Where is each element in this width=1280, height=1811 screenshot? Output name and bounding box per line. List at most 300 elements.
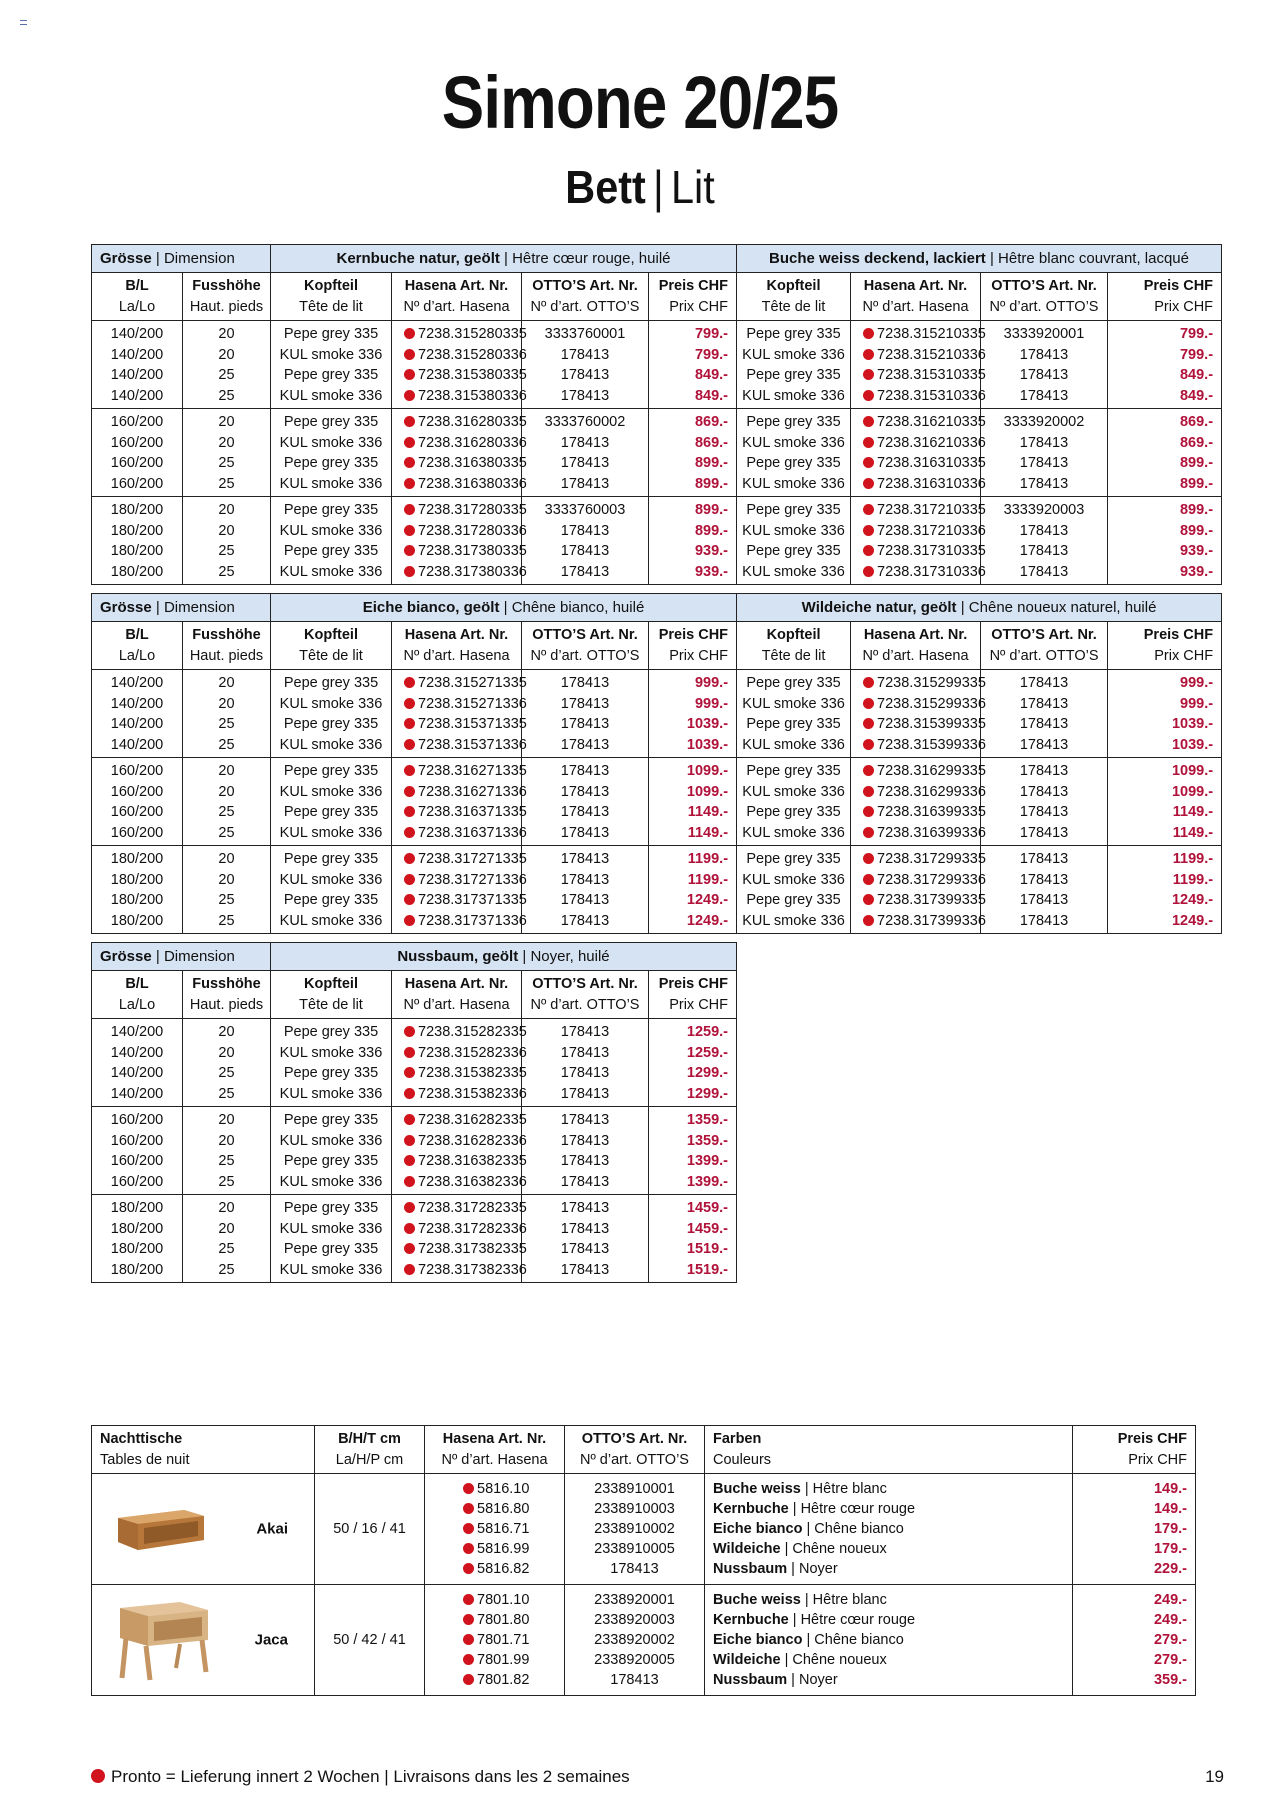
hasena-art-cell: 7238.315371336 <box>392 735 522 758</box>
col-header-bl: B/L La/Lo <box>92 971 183 1019</box>
size-cell: 160/200 <box>92 782 183 803</box>
hasena-art-cell: 7238.315310336 <box>851 386 981 409</box>
ottos-art-cell: 178413 <box>522 345 649 366</box>
foot-height-cell: 20 <box>183 846 271 870</box>
table-row <box>92 758 1222 782</box>
table-row <box>92 1063 737 1084</box>
foot-height-cell: 25 <box>183 562 271 585</box>
col-header-hasena: Hasena Art. Nr. Nº d’art. Hasena <box>392 971 522 1019</box>
size-cell: 160/200 <box>92 1151 183 1172</box>
headboard-cell: Pepe grey 335 <box>737 802 851 823</box>
foot-height-cell: 20 <box>183 1107 271 1131</box>
list-item: 5816.71 <box>463 1519 564 1539</box>
hasena-art-cell: 7238.317382335 <box>392 1239 522 1260</box>
nightstand-hasena-cell <box>425 1585 565 1696</box>
col-header-bl: B/L La/Lo <box>92 622 183 670</box>
foot-height-cell: 25 <box>183 453 271 474</box>
hasena-art-cell: 7238.317280335 <box>392 497 522 521</box>
pronto-dot-icon <box>863 739 874 750</box>
foot-height-cell: 20 <box>183 433 271 454</box>
hasena-art-cell: 7238.315382335 <box>392 1063 522 1084</box>
ottos-art-cell: 178413 <box>522 1219 649 1240</box>
pronto-legend: Pronto = Lieferung innert 2 Wochen | Livraisons dans les 2 semaines <box>91 1767 630 1787</box>
table-row <box>92 345 1222 366</box>
size-cell: 180/200 <box>92 1239 183 1260</box>
hasena-art-cell: 7238.315399335 <box>851 714 981 735</box>
size-cell: 160/200 <box>92 758 183 782</box>
table-row <box>92 890 1222 911</box>
headboard-cell: Pepe grey 335 <box>271 365 392 386</box>
table-row <box>92 823 1222 846</box>
headboard-cell: Pepe grey 335 <box>737 714 851 735</box>
ottos-art-cell: 178413 <box>981 758 1108 782</box>
nightstand-dim: 50 / 16 / 41 <box>315 1474 425 1585</box>
pronto-dot-icon <box>404 874 415 885</box>
pronto-dot-icon <box>863 504 874 515</box>
ottos-art-cell: 178413 <box>522 694 649 715</box>
price-cell: 849.- <box>1108 365 1222 386</box>
price-cell: 1149.- <box>1108 823 1222 846</box>
size-cell: 160/200 <box>92 453 183 474</box>
page-number: 19 <box>1205 1767 1224 1786</box>
col-header-price: Preis CHF Prix CHF <box>649 273 737 321</box>
ottos-art-cell: 178413 <box>522 758 649 782</box>
pronto-dot-icon <box>463 1543 474 1554</box>
price-cell: 939.- <box>1108 541 1222 562</box>
size-cell: 180/200 <box>92 911 183 934</box>
foot-height-cell: 25 <box>183 541 271 562</box>
size-cell: 140/200 <box>92 1043 183 1064</box>
pronto-dot-icon <box>863 566 874 577</box>
price-cell: 869.- <box>649 433 737 454</box>
size-cell: 160/200 <box>92 1172 183 1195</box>
pronto-dot-icon <box>863 894 874 905</box>
hasena-art-cell: 7238.316380336 <box>392 474 522 497</box>
ottos-art-cell: 178413 <box>981 823 1108 846</box>
headboard-cell: KUL smoke 336 <box>271 345 392 366</box>
pronto-dot-icon <box>463 1634 474 1645</box>
hasena-art-cell: 7238.317380335 <box>392 541 522 562</box>
ottos-art-cell: 178413 <box>522 1260 649 1283</box>
pronto-dot-icon <box>463 1563 474 1574</box>
pronto-dot-icon <box>863 545 874 556</box>
ottos-art-cell: 3333760003 <box>522 497 649 521</box>
size-cell: 140/200 <box>92 1019 183 1043</box>
size-cell: 140/200 <box>92 365 183 386</box>
col-header-ottos: OTTO’S Art. Nr. Nº d’art. OTTO’S <box>522 273 649 321</box>
size-cell: 160/200 <box>92 409 183 433</box>
col-header-price: Preis CHF Prix CHF <box>1108 622 1222 670</box>
bed-table-3 <box>91 942 737 1283</box>
list-item: 2338910001 <box>594 1481 675 1497</box>
ottos-art-cell: 178413 <box>522 890 649 911</box>
hasena-art-cell: 7238.316399335 <box>851 802 981 823</box>
pronto-dot-icon <box>404 739 415 750</box>
pronto-dot-icon <box>404 1047 415 1058</box>
price-cell: 799.- <box>1108 321 1222 345</box>
col-header-head: Kopfteil Tête de lit <box>271 273 392 321</box>
list-item: Kernbuche | Hêtre cœur rouge <box>713 1612 916 1628</box>
ottos-art-cell: 178413 <box>522 1239 649 1260</box>
pronto-dot-icon <box>463 1503 474 1514</box>
pronto-dot-icon <box>463 1614 474 1625</box>
nightstand-table <box>91 1425 1196 1696</box>
headboard-cell: KUL smoke 336 <box>737 782 851 803</box>
table-row <box>92 453 1222 474</box>
hasena-art-cell: 7238.315399336 <box>851 735 981 758</box>
pronto-dot-icon <box>404 894 415 905</box>
list-item: Buche weiss | Hêtre blanc <box>713 1592 887 1608</box>
ottos-art-cell: 178413 <box>522 562 649 585</box>
pronto-dot-icon <box>404 1114 415 1125</box>
pronto-dot-icon <box>404 698 415 709</box>
col-header-ottos: OTTO’S Art. Nr. Nº d’art. OTTO’S <box>522 971 649 1019</box>
nightstand-name: Akai <box>256 1520 288 1538</box>
bed-table-1 <box>91 244 1222 585</box>
pronto-dot-icon <box>404 1264 415 1275</box>
nt-header-colors: Farben Couleurs <box>705 1426 1073 1474</box>
price-cell: 799.- <box>649 345 737 366</box>
list-item: Kernbuche | Hêtre cœur rouge <box>713 1501 916 1517</box>
headboard-cell: Pepe grey 335 <box>271 1195 392 1219</box>
list-item: 7801.10 <box>463 1590 564 1610</box>
price-cell: 1199.- <box>1108 846 1222 870</box>
price-cell: 869.- <box>1108 433 1222 454</box>
ottos-art-cell: 178413 <box>522 1195 649 1219</box>
headboard-cell: Pepe grey 335 <box>737 890 851 911</box>
headboard-cell: Pepe grey 335 <box>737 758 851 782</box>
table-row <box>92 497 1222 521</box>
headboard-cell: KUL smoke 336 <box>737 345 851 366</box>
list-item: 2338910003 <box>594 1501 675 1517</box>
price-cell: 1039.- <box>1108 735 1222 758</box>
pronto-dot-icon <box>863 853 874 864</box>
pronto-dot-icon <box>404 1202 415 1213</box>
col-header-head: Kopfteil Tête de lit <box>737 273 851 321</box>
price-cell: 1259.- <box>649 1043 737 1064</box>
size-cell: 140/200 <box>92 386 183 409</box>
hasena-art-cell: 7238.315210336 <box>851 345 981 366</box>
table-row <box>92 541 1222 562</box>
price-cell: 849.- <box>1108 386 1222 409</box>
price-cell: 1459.- <box>649 1195 737 1219</box>
size-cell: 180/200 <box>92 890 183 911</box>
table-row <box>92 782 1222 803</box>
price-item: 359.- <box>1153 1672 1187 1688</box>
hasena-art-cell: 7238.317299335 <box>851 846 981 870</box>
foot-height-cell: 25 <box>183 1084 271 1107</box>
foot-height-cell: 25 <box>183 365 271 386</box>
headboard-cell: Pepe grey 335 <box>271 846 392 870</box>
ottos-art-cell: 178413 <box>981 365 1108 386</box>
headboard-cell: KUL smoke 336 <box>271 386 392 409</box>
col-header-bl: B/L La/Lo <box>92 273 183 321</box>
price-item: 279.- <box>1153 1632 1187 1648</box>
headboard-cell: KUL smoke 336 <box>737 911 851 934</box>
pronto-dot-icon <box>404 677 415 688</box>
hasena-art-cell: 7238.315282336 <box>392 1043 522 1064</box>
table-row <box>92 474 1222 497</box>
headboard-cell: Pepe grey 335 <box>271 890 392 911</box>
hasena-art-cell: 7238.316382336 <box>392 1172 522 1195</box>
hasena-art-cell: 7238.316310335 <box>851 453 981 474</box>
headboard-cell: KUL smoke 336 <box>737 694 851 715</box>
price-cell: 1519.- <box>649 1239 737 1260</box>
headboard-cell: KUL smoke 336 <box>271 1131 392 1152</box>
ottos-art-cell: 178413 <box>981 474 1108 497</box>
list-item: Buche weiss | Hêtre blanc <box>713 1481 887 1497</box>
price-cell: 799.- <box>1108 345 1222 366</box>
pronto-dot-icon <box>91 1769 105 1783</box>
nightstand-row <box>92 1585 1196 1696</box>
foot-height-cell: 25 <box>183 386 271 409</box>
headboard-cell: KUL smoke 336 <box>271 911 392 934</box>
pronto-dot-icon <box>404 457 415 468</box>
foot-height-cell: 25 <box>183 890 271 911</box>
hasena-art-cell: 7238.316310336 <box>851 474 981 497</box>
headboard-cell: Pepe grey 335 <box>271 1063 392 1084</box>
pronto-dot-icon <box>863 915 874 926</box>
headboard-cell: KUL smoke 336 <box>271 433 392 454</box>
ottos-art-cell: 178413 <box>522 911 649 934</box>
headboard-cell: KUL smoke 336 <box>271 823 392 846</box>
list-item: 7801.71 <box>463 1630 564 1650</box>
col-header-hasena: Hasena Art. Nr. Nº d’art. Hasena <box>392 622 522 670</box>
col-header-foot: Fusshöhe Haut. pieds <box>183 971 271 1019</box>
ottos-art-cell: 178413 <box>522 365 649 386</box>
nightstand-colors-cell <box>705 1585 1073 1696</box>
pronto-dot-icon <box>404 1135 415 1146</box>
hasena-art-cell: 7238.316280336 <box>392 433 522 454</box>
headboard-cell: KUL smoke 336 <box>737 870 851 891</box>
pronto-dot-icon <box>863 806 874 817</box>
list-item: 5816.80 <box>463 1499 564 1519</box>
headboard-cell: KUL smoke 336 <box>271 562 392 585</box>
foot-height-cell: 20 <box>183 345 271 366</box>
ottos-art-cell: 178413 <box>981 870 1108 891</box>
headboard-cell: Pepe grey 335 <box>271 1151 392 1172</box>
hasena-art-cell: 7238.317271336 <box>392 870 522 891</box>
headboard-cell: KUL smoke 336 <box>271 1084 392 1107</box>
headboard-cell: KUL smoke 336 <box>737 521 851 542</box>
foot-height-cell: 25 <box>183 714 271 735</box>
nightstand-name-cell <box>92 1474 315 1585</box>
price-cell: 939.- <box>1108 562 1222 585</box>
price-cell: 899.- <box>649 521 737 542</box>
page-subtitle: Bett | Lit <box>565 161 715 213</box>
pronto-dot-icon <box>463 1483 474 1494</box>
ottos-art-cell: 3333920001 <box>981 321 1108 345</box>
headboard-cell: Pepe grey 335 <box>271 802 392 823</box>
table-row <box>92 321 1222 345</box>
nightstand-hasena-cell <box>425 1474 565 1585</box>
price-cell: 1459.- <box>649 1219 737 1240</box>
nt-header-hasena: Hasena Art. Nr. Nº d’art. Hasena <box>425 1426 565 1474</box>
table-row <box>92 1107 737 1131</box>
hasena-art-cell: 7238.315380335 <box>392 365 522 386</box>
col-header-price: Preis CHF Prix CHF <box>649 622 737 670</box>
headboard-cell: Pepe grey 335 <box>737 453 851 474</box>
foot-height-cell: 25 <box>183 735 271 758</box>
table-row <box>92 870 1222 891</box>
size-cell: 160/200 <box>92 823 183 846</box>
table-row <box>92 386 1222 409</box>
hasena-art-cell: 7238.317210335 <box>851 497 981 521</box>
size-cell: 180/200 <box>92 521 183 542</box>
price-item: 229.- <box>1153 1561 1187 1577</box>
ottos-art-cell: 178413 <box>522 1019 649 1043</box>
size-cell: 140/200 <box>92 345 183 366</box>
price-cell: 1249.- <box>1108 911 1222 934</box>
headboard-cell: Pepe grey 335 <box>737 321 851 345</box>
foot-height-cell: 25 <box>183 1063 271 1084</box>
pronto-dot-icon <box>404 1176 415 1187</box>
pronto-dot-icon <box>404 566 415 577</box>
price-cell: 1359.- <box>649 1107 737 1131</box>
headboard-cell: KUL smoke 336 <box>737 823 851 846</box>
table-row <box>92 1019 737 1043</box>
col-header-foot: Fusshöhe Haut. pieds <box>183 622 271 670</box>
price-cell: 1259.- <box>649 1019 737 1043</box>
ottos-art-cell: 178413 <box>981 433 1108 454</box>
ottos-art-cell: 178413 <box>981 846 1108 870</box>
size-cell: 140/200 <box>92 321 183 345</box>
headboard-cell: KUL smoke 336 <box>737 562 851 585</box>
pronto-dot-icon <box>863 437 874 448</box>
foot-height-cell: 25 <box>183 823 271 846</box>
price-cell: 1359.- <box>649 1131 737 1152</box>
price-cell: 1199.- <box>649 846 737 870</box>
table-row <box>92 1195 737 1219</box>
size-cell: 160/200 <box>92 1131 183 1152</box>
pronto-dot-icon <box>404 478 415 489</box>
pronto-dot-icon <box>863 416 874 427</box>
size-cell: 180/200 <box>92 562 183 585</box>
size-cell: 140/200 <box>92 1063 183 1084</box>
hasena-art-cell: 7238.316299335 <box>851 758 981 782</box>
foot-height-cell: 20 <box>183 1019 271 1043</box>
hasena-art-cell: 7238.317399335 <box>851 890 981 911</box>
list-item: 7801.99 <box>463 1650 564 1670</box>
price-cell: 1199.- <box>649 870 737 891</box>
list-item: Wildeiche | Chêne noueux <box>713 1652 887 1668</box>
list-item: 5816.99 <box>463 1539 564 1559</box>
price-cell: 999.- <box>649 694 737 715</box>
ottos-art-cell: 178413 <box>522 1084 649 1107</box>
hasena-art-cell: 7238.316271335 <box>392 758 522 782</box>
ottos-art-cell: 178413 <box>981 782 1108 803</box>
hasena-art-cell: 7238.317310336 <box>851 562 981 585</box>
price-cell: 1299.- <box>649 1063 737 1084</box>
ottos-art-cell: 178413 <box>981 735 1108 758</box>
table-row <box>92 1260 737 1283</box>
headboard-cell: KUL smoke 336 <box>271 870 392 891</box>
foot-height-cell: 25 <box>183 474 271 497</box>
price-cell: 899.- <box>1108 453 1222 474</box>
pronto-dot-icon <box>463 1523 474 1534</box>
price-cell: 1249.- <box>649 890 737 911</box>
nt-header-dim: B/H/T cm La/H/P cm <box>315 1426 425 1474</box>
headboard-cell: Pepe grey 335 <box>737 497 851 521</box>
hasena-art-cell: 7238.316371336 <box>392 823 522 846</box>
ottos-art-cell: 178413 <box>981 802 1108 823</box>
table-row <box>92 1219 737 1240</box>
price-cell: 799.- <box>649 321 737 345</box>
price-cell: 849.- <box>649 365 737 386</box>
table-row <box>92 1043 737 1064</box>
headboard-cell: KUL smoke 336 <box>737 474 851 497</box>
ottos-art-cell: 178413 <box>522 802 649 823</box>
size-cell: 180/200 <box>92 497 183 521</box>
list-item: 7801.80 <box>463 1610 564 1630</box>
foot-height-cell: 25 <box>183 802 271 823</box>
ottos-art-cell: 178413 <box>981 345 1108 366</box>
headboard-cell: KUL smoke 336 <box>271 521 392 542</box>
hasena-art-cell: 7238.317210336 <box>851 521 981 542</box>
ottos-art-cell: 178413 <box>522 782 649 803</box>
pronto-dot-icon <box>404 1067 415 1078</box>
jaca-nightstand-icon <box>114 1598 214 1682</box>
price-cell: 899.- <box>1108 474 1222 497</box>
headboard-cell: KUL smoke 336 <box>271 1219 392 1240</box>
ottos-art-cell: 178413 <box>522 670 649 694</box>
headboard-cell: Pepe grey 335 <box>271 409 392 433</box>
size-cell: 180/200 <box>92 870 183 891</box>
pronto-dot-icon <box>404 545 415 556</box>
table-row <box>92 562 1222 585</box>
size-cell: 140/200 <box>92 714 183 735</box>
pronto-dot-icon <box>863 874 874 885</box>
pronto-dot-icon <box>404 718 415 729</box>
price-cell: 869.- <box>1108 409 1222 433</box>
price-cell: 1039.- <box>649 714 737 735</box>
col-header-hasena: Hasena Art. Nr. Nº d’art. Hasena <box>392 273 522 321</box>
nt-header-ottos: OTTO’S Art. Nr. Nº d’art. OTTO’S <box>565 1426 705 1474</box>
ottos-art-cell: 3333920003 <box>981 497 1108 521</box>
headboard-cell: KUL smoke 336 <box>271 1043 392 1064</box>
nightstand-ottos-cell <box>565 1585 705 1696</box>
ottos-art-cell: 178413 <box>981 714 1108 735</box>
ottos-art-cell: 178413 <box>522 433 649 454</box>
price-cell: 999.- <box>1108 670 1222 694</box>
price-cell: 1299.- <box>649 1084 737 1107</box>
headboard-cell: Pepe grey 335 <box>271 1239 392 1260</box>
corner-mark <box>20 20 27 25</box>
price-cell: 999.- <box>649 670 737 694</box>
hasena-art-cell: 7238.317282336 <box>392 1219 522 1240</box>
price-cell: 939.- <box>649 541 737 562</box>
headboard-cell: Pepe grey 335 <box>737 409 851 433</box>
hasena-art-cell: 7238.317310335 <box>851 541 981 562</box>
price-cell: 1099.- <box>1108 782 1222 803</box>
price-item: 179.- <box>1153 1521 1187 1537</box>
hasena-art-cell: 7238.315280336 <box>392 345 522 366</box>
nightstand-price-cell <box>1073 1474 1196 1585</box>
headboard-cell: Pepe grey 335 <box>271 670 392 694</box>
pronto-dot-icon <box>404 349 415 360</box>
foot-height-cell: 20 <box>183 782 271 803</box>
pronto-dot-icon <box>404 525 415 536</box>
price-cell: 999.- <box>1108 694 1222 715</box>
price-cell: 849.- <box>649 386 737 409</box>
nt-header-price: Preis CHF Prix CHF <box>1073 1426 1196 1474</box>
list-item: 7801.82 <box>463 1670 564 1690</box>
pronto-dot-icon <box>404 1088 415 1099</box>
headboard-cell: KUL smoke 336 <box>271 1260 392 1283</box>
ottos-art-cell: 178413 <box>522 846 649 870</box>
nightstand-dim: 50 / 42 / 41 <box>315 1585 425 1696</box>
size-cell: 140/200 <box>92 694 183 715</box>
